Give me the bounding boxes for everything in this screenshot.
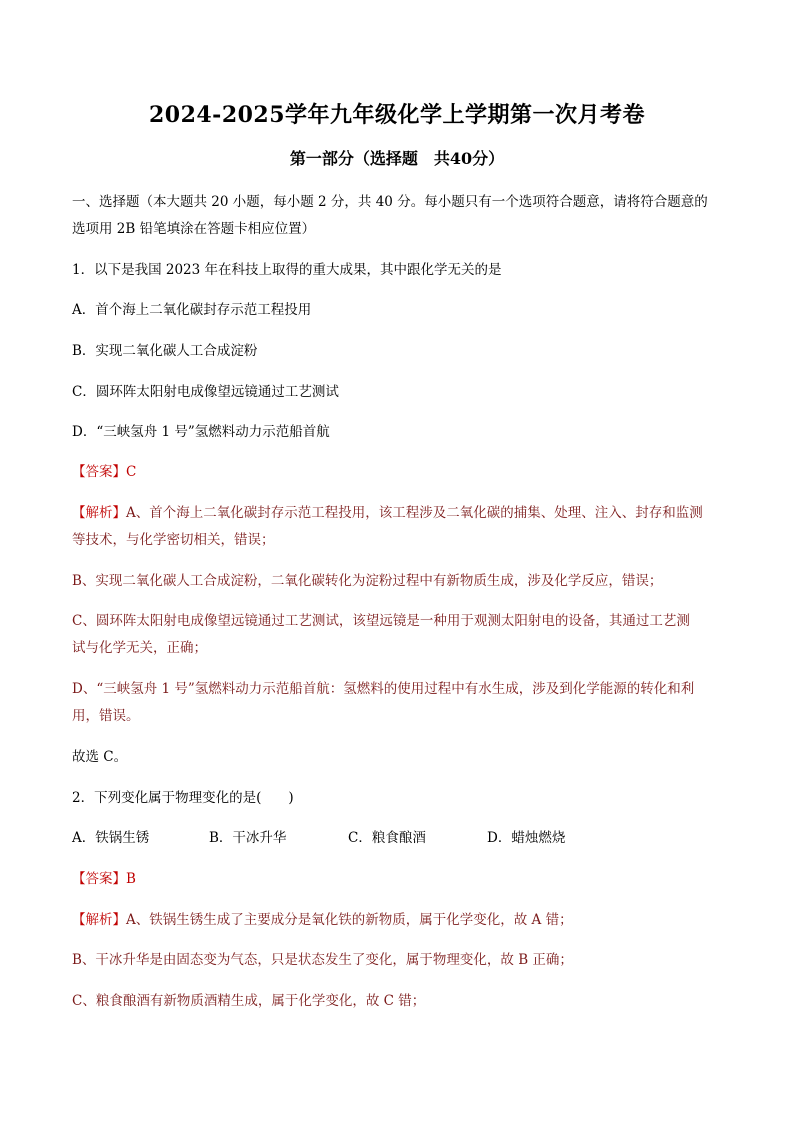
- section-subtitle: 第一部分（选择题 共40分）: [289, 149, 505, 168]
- q2-analysis-label: 【解析】: [72, 912, 126, 928]
- q2-analysis-line3: C、粮食酿酒有新物质酒精生成，属于化学变化，故 C 错；: [72, 993, 426, 1009]
- q2-analysis-line2: B、干冰升华是由固态变为气态，只是状态发生了变化，属于物理变化，故 B 正确；: [72, 952, 573, 968]
- q2-analysis-line1: [72, 910, 732, 930]
- q1-analysis-line5: 试与化学无关，正确；: [72, 640, 207, 656]
- q1-analysis-line6: D、“三峡氢舟 1 号”氢燃料动力示范船首航：氢燃料的使用过程中有水生成，涉及到化学能源的转化和利: [72, 681, 695, 697]
- q2-stem: 2．下列变化属于物理变化的是( ): [72, 790, 294, 806]
- section-intro-line2: 选项用 2B 铅笔填涂在答题卡相应位置）: [72, 221, 316, 237]
- q2-option-c: C．粮食酿酒: [348, 830, 426, 846]
- q1-option-d: D．“三峡氢舟 1 号”氢燃料动力示范船首航: [72, 424, 330, 440]
- q1-analysis-line7: 用，错误。: [72, 708, 140, 724]
- q1-stem: 1．以下是我国 2023 年在科技上取得的重大成果，其中跟化学无关的是: [72, 262, 502, 278]
- q1-option-a: A．首个海上二氧化碳封存示范工程投用: [72, 302, 312, 318]
- q1-option-c: C．圆环阵太阳射电成像望远镜通过工艺测试: [72, 384, 339, 400]
- page-title: 2024-2025学年九年级化学上学期第一次月考卷: [148, 102, 646, 128]
- q2-analysis-text: A、铁锅生锈生成了主要成分是氧化铁的新物质，属于化学变化，故 A 错；: [126, 912, 573, 928]
- q2-option-b: B．干冰升华: [209, 830, 287, 846]
- q1-analysis-label: 【解析】: [72, 505, 126, 521]
- q2-option-d: D．蜡烛燃烧: [487, 830, 566, 846]
- q2-answer: 【答案】B: [72, 871, 136, 887]
- q2-option-a: A．铁锅生锈: [72, 830, 150, 846]
- q1-option-b: B．实现二氧化碳人工合成淀粉: [72, 343, 258, 359]
- q1-analysis-line2: 等技术，与化学密切相关，错误；: [72, 532, 275, 548]
- q1-analysis-text: A、首个海上二氧化碳封存示范工程投用，该工程涉及二氧化碳的捕集、处理、注入、封存和监测: [126, 505, 703, 521]
- q1-answer: 【答案】C: [72, 464, 137, 480]
- q1-analysis-line3: B、实现二氧化碳人工合成淀粉，二氧化碳转化为淀粉过程中有新物质生成，涉及化学反应，错误；: [72, 573, 663, 589]
- section-intro-line1: 一、选择题（本大题共 20 小题，每小题 2 分，共 40 分。每小题只有一个选项符合题意，请将符合题意的: [72, 194, 708, 210]
- q1-conclusion: 故选 C。: [72, 749, 128, 765]
- q2-options: [72, 828, 732, 848]
- q1-analysis-line1: [72, 503, 732, 523]
- q1-analysis-line4: C、圆环阵太阳射电成像望远镜通过工艺测试，该望远镜是一种用于观测太阳射电的设备，其通过工艺测: [72, 613, 690, 629]
